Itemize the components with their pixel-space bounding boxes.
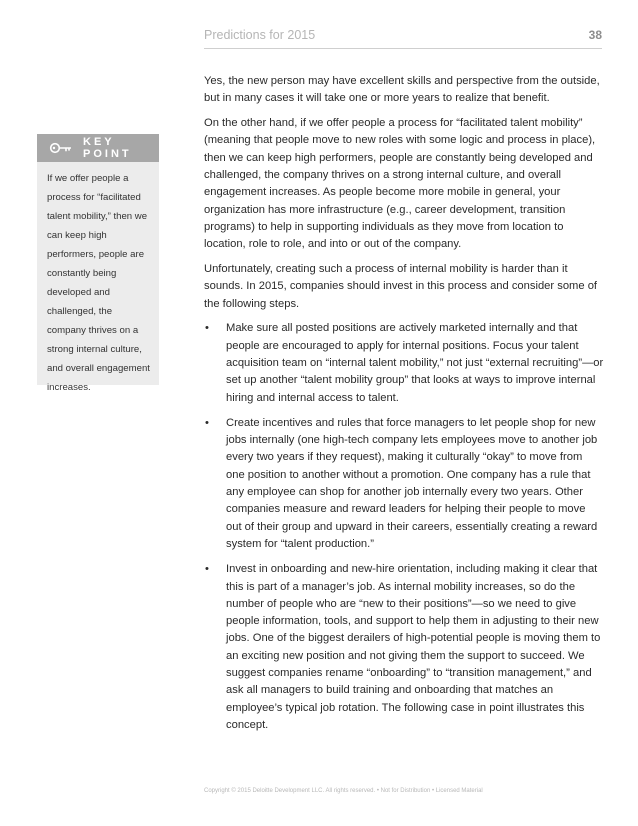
steps-list	[204, 320, 604, 734]
list-item-text: Invest in onboarding and new-hire orientation, including making it clear that this is part of a manager’s job. As internal mobility increases, so do the number of people who are “new to their positions”—so we need to give people information, tools, and support to help them in adjusting to their new jobs. One of the biggest derailers of high-potential people is moving them to an exciting new position and not giving them the support to succeed. We suggest companies rename “onboarding” to “transition management,” and ask all managers to build training and onboarding that matches an employee’s typical job rotation. The following case in point illustrates this concept.	[226, 563, 601, 731]
copyright-footer: Copyright © 2015 Deloitte Development LLC. All rights reserved. • Not for Distribution • Licensed Material	[204, 788, 483, 794]
paragraph-3: Unfortunately, creating such a process of internal mobility is harder than it sounds. In 2015, companies should invest in this process and consider some of the following steps.	[204, 262, 598, 310]
key-point-header	[37, 134, 159, 162]
document-title: Predictions for 2015	[204, 28, 316, 42]
key-point-title: KEY POINT	[83, 136, 132, 160]
list-item	[204, 415, 604, 553]
list-item	[204, 561, 604, 734]
list-item	[204, 320, 604, 406]
key-icon	[49, 142, 73, 154]
list-item-text: Make sure all posted positions are actively marketed internally and that people are encouraged to apply for internal positions. Focus your talent acquisition team on “internal talent mobility,” not just “external recruiting”—or set up another “talent mobility group” that looks at ways to improve internal hiring and internal access to talent.	[226, 322, 604, 404]
bullet-icon: •	[205, 563, 209, 576]
key-point-sidebar	[37, 134, 159, 393]
bullet-icon: •	[205, 322, 209, 335]
bullet-icon: •	[205, 416, 209, 429]
paragraph-1: Yes, the new person may have excellent skills and perspective from the outside, but in many cases it will take one or more years to realize that benefit.	[204, 75, 600, 105]
list-item-text: Create incentives and rules that force managers to let people shop for new jobs internally (one high-tech company lets employees move to another job every two years if they request), making it culturally “okay” to move from one position to another without a promotion. One company has a rule that any employee can shop for another job internally every two years. Other companies measure and reward leaders for helping their people to move out of their group and upward in their careers, essentially creating a reward system for “talent production.”	[226, 416, 598, 550]
key-point-text: If we offer people a process for “facilitated talent mobility,” then we can keep high performers, people are constantly being developed and challenged, the company thrives on a strong internal culture, and overall engagement increases.	[47, 173, 150, 393]
main-content	[204, 73, 604, 742]
page-number: 38	[588, 28, 602, 42]
paragraph-2: On the other hand, if we offer people a process for “facilitated talent mobility” (meaning that people move to new roles with some logic and process in place), then we can keep high performers, people are constantly being developed and challenged, the company thrives on a strong internal culture, and overall engagement increases. As people become more mobile in general, your organization has more infrastructure (e.g., career development, transition programs) to help in supporting individuals as they move from location to location, role to role, and into or out of the company.	[204, 117, 596, 251]
page-header	[204, 26, 602, 49]
